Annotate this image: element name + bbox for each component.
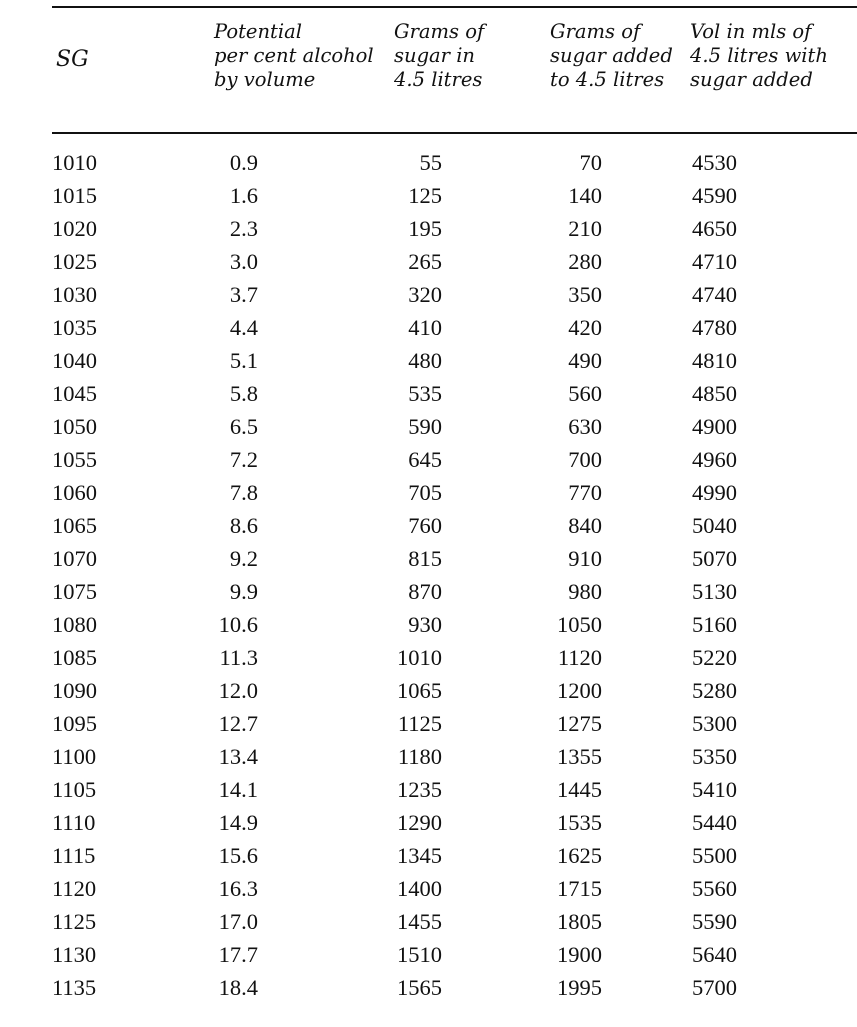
- cell-potential-abv: 14.9: [218, 810, 258, 835]
- cell-sg: 1055: [52, 447, 97, 472]
- cell-volume-with-sugar: 5350: [692, 744, 737, 769]
- cell-sg: 1135: [52, 975, 97, 1000]
- cell-volume-with-sugar: 5040: [692, 513, 737, 538]
- header-grams-sugar-added: Grams of sugar added to 4.5 litres: [550, 20, 673, 91]
- cell-grams-sugar-added: 1275: [557, 711, 602, 736]
- cell-sg: 1060: [52, 480, 97, 505]
- cell-grams-sugar-in: 815: [408, 546, 442, 571]
- cell-sg: 1040: [52, 348, 97, 373]
- cell-grams-sugar-added: 1200: [557, 678, 602, 703]
- cell-potential-abv: 18.4: [218, 975, 258, 1000]
- cell-sg: 1090: [52, 678, 97, 703]
- cell-volume-with-sugar: 4780: [692, 315, 737, 340]
- cell-grams-sugar-added: 280: [568, 249, 602, 274]
- cell-sg: 1130: [52, 942, 97, 967]
- table-row: [0, 245, 857, 278]
- cell-grams-sugar-added: 1050: [557, 612, 602, 637]
- table-row: [0, 971, 857, 1004]
- cell-potential-abv: 12.7: [218, 711, 258, 736]
- cell-grams-sugar-added: 1805: [557, 909, 602, 934]
- table-row: [0, 905, 857, 938]
- table-row: [0, 377, 857, 410]
- header-volume-with-sugar: Vol in mls of 4.5 litres with sugar added: [690, 20, 828, 91]
- cell-potential-abv: 11.3: [219, 645, 258, 670]
- cell-grams-sugar-in: 760: [408, 513, 442, 538]
- cell-grams-sugar-added: 210: [568, 216, 602, 241]
- table-row: [0, 311, 857, 344]
- cell-grams-sugar-in: 535: [408, 381, 442, 406]
- cell-volume-with-sugar: 5640: [692, 942, 737, 967]
- table-row: [0, 641, 857, 674]
- cell-sg: 1115: [52, 843, 96, 868]
- cell-sg: 1120: [52, 876, 97, 901]
- cell-potential-abv: 7.8: [229, 480, 258, 505]
- cell-sg: 1015: [52, 183, 97, 208]
- cell-potential-abv: 2.3: [229, 216, 258, 241]
- header-sg: SG: [56, 47, 89, 72]
- cell-potential-abv: 6.5: [229, 414, 258, 439]
- cell-potential-abv: 4.4: [229, 315, 258, 340]
- cell-potential-abv: 8.6: [229, 513, 258, 538]
- cell-volume-with-sugar: 4810: [692, 348, 737, 373]
- cell-volume-with-sugar: 5700: [692, 975, 737, 1000]
- top-rule: [52, 6, 857, 8]
- cell-potential-abv: 16.3: [218, 876, 258, 901]
- table-row: [0, 212, 857, 245]
- cell-grams-sugar-added: 910: [568, 546, 602, 571]
- cell-volume-with-sugar: 5440: [692, 810, 737, 835]
- cell-grams-sugar-in: 590: [408, 414, 442, 439]
- cell-volume-with-sugar: 4960: [692, 447, 737, 472]
- cell-grams-sugar-added: 1625: [557, 843, 602, 868]
- header-potential-abv: Potential per cent alcohol by volume: [214, 20, 374, 91]
- cell-potential-abv: 1.6: [229, 183, 258, 208]
- cell-sg: 1025: [52, 249, 97, 274]
- cell-grams-sugar-in: 1345: [397, 843, 442, 868]
- cell-potential-abv: 17.0: [218, 909, 258, 934]
- cell-potential-abv: 14.1: [218, 777, 258, 802]
- table-row: [0, 740, 857, 773]
- table-row: [0, 773, 857, 806]
- cell-sg: 1105: [52, 777, 97, 802]
- cell-sg: 1030: [52, 282, 97, 307]
- cell-grams-sugar-in: 705: [408, 480, 442, 505]
- cell-grams-sugar-in: 1180: [397, 744, 442, 769]
- cell-volume-with-sugar: 4850: [692, 381, 737, 406]
- cell-volume-with-sugar: 4740: [692, 282, 737, 307]
- cell-volume-with-sugar: 4530: [692, 150, 737, 175]
- cell-potential-abv: 17.7: [218, 942, 258, 967]
- table-row: [0, 707, 857, 740]
- cell-grams-sugar-in: 1065: [397, 678, 442, 703]
- cell-grams-sugar-added: 1120: [557, 645, 602, 670]
- table-row: [0, 443, 857, 476]
- cell-volume-with-sugar: 5070: [692, 546, 737, 571]
- cell-grams-sugar-added: 560: [568, 381, 602, 406]
- table-row: [0, 179, 857, 212]
- cell-grams-sugar-in: 1235: [397, 777, 442, 802]
- cell-volume-with-sugar: 5160: [692, 612, 737, 637]
- cell-sg: 1050: [52, 414, 97, 439]
- cell-grams-sugar-in: 1290: [397, 810, 442, 835]
- cell-sg: 1020: [52, 216, 97, 241]
- table-row: [0, 278, 857, 311]
- cell-grams-sugar-in: 55: [419, 150, 442, 175]
- cell-grams-sugar-added: 630: [568, 414, 602, 439]
- cell-grams-sugar-in: 320: [408, 282, 442, 307]
- cell-volume-with-sugar: 5300: [692, 711, 737, 736]
- table-row: [0, 806, 857, 839]
- cell-grams-sugar-in: 1510: [397, 942, 442, 967]
- cell-sg: 1080: [52, 612, 97, 637]
- cell-grams-sugar-added: 1445: [557, 777, 602, 802]
- cell-sg: 1065: [52, 513, 97, 538]
- cell-sg: 1100: [52, 744, 97, 769]
- table-row: [0, 410, 857, 443]
- cell-grams-sugar-added: 420: [568, 315, 602, 340]
- cell-grams-sugar-added: 700: [568, 447, 602, 472]
- table-row: [0, 872, 857, 905]
- cell-grams-sugar-in: 870: [408, 579, 442, 604]
- cell-sg: 1125: [52, 909, 97, 934]
- table-row: [0, 542, 857, 575]
- header-grams-sugar-in: Grams of sugar in 4.5 litres: [394, 20, 485, 91]
- cell-potential-abv: 10.6: [218, 612, 258, 637]
- cell-volume-with-sugar: 5220: [692, 645, 737, 670]
- cell-volume-with-sugar: 5500: [692, 843, 737, 868]
- cell-sg: 1035: [52, 315, 97, 340]
- cell-volume-with-sugar: 4900: [692, 414, 737, 439]
- table-row: [0, 146, 857, 179]
- cell-volume-with-sugar: 5410: [692, 777, 737, 802]
- cell-sg: 1095: [52, 711, 97, 736]
- cell-sg: 1010: [52, 150, 97, 175]
- cell-grams-sugar-in: 265: [408, 249, 442, 274]
- table-row: [0, 674, 857, 707]
- cell-potential-abv: 13.4: [218, 744, 258, 769]
- cell-grams-sugar-in: 645: [408, 447, 442, 472]
- cell-grams-sugar-added: 140: [568, 183, 602, 208]
- cell-potential-abv: 5.8: [229, 381, 258, 406]
- cell-grams-sugar-added: 1900: [557, 942, 602, 967]
- table-row: [0, 575, 857, 608]
- cell-grams-sugar-added: 1715: [557, 876, 602, 901]
- cell-potential-abv: 0.9: [229, 150, 258, 175]
- cell-grams-sugar-in: 195: [408, 216, 442, 241]
- cell-grams-sugar-in: 410: [408, 315, 442, 340]
- cell-volume-with-sugar: 4990: [692, 480, 737, 505]
- cell-potential-abv: 9.9: [229, 579, 258, 604]
- cell-sg: 1085: [52, 645, 97, 670]
- cell-potential-abv: 3.7: [229, 282, 258, 307]
- cell-grams-sugar-in: 1125: [397, 711, 442, 736]
- cell-volume-with-sugar: 4590: [692, 183, 737, 208]
- cell-grams-sugar-added: 1355: [557, 744, 602, 769]
- cell-potential-abv: 5.1: [229, 348, 258, 373]
- cell-volume-with-sugar: 5590: [692, 909, 737, 934]
- cell-grams-sugar-in: 1400: [397, 876, 442, 901]
- cell-grams-sugar-in: 930: [408, 612, 442, 637]
- header-rule: [52, 132, 857, 134]
- cell-grams-sugar-added: 70: [579, 150, 602, 175]
- cell-potential-abv: 12.0: [218, 678, 258, 703]
- cell-potential-abv: 15.6: [218, 843, 258, 868]
- cell-volume-with-sugar: 5560: [692, 876, 737, 901]
- cell-sg: 1075: [52, 579, 97, 604]
- cell-grams-sugar-added: 490: [568, 348, 602, 373]
- table-row: [0, 839, 857, 872]
- cell-potential-abv: 9.2: [229, 546, 258, 571]
- table-row: [0, 608, 857, 641]
- cell-sg: 1070: [52, 546, 97, 571]
- table-row: [0, 476, 857, 509]
- cell-volume-with-sugar: 5130: [692, 579, 737, 604]
- cell-grams-sugar-in: 1455: [397, 909, 442, 934]
- table-row: [0, 938, 857, 971]
- cell-grams-sugar-in: 1010: [397, 645, 442, 670]
- table-row: [0, 509, 857, 542]
- cell-grams-sugar-added: 980: [568, 579, 602, 604]
- cell-grams-sugar-in: 480: [408, 348, 442, 373]
- cell-grams-sugar-added: 350: [568, 282, 602, 307]
- cell-volume-with-sugar: 4710: [692, 249, 737, 274]
- cell-grams-sugar-in: 125: [408, 183, 442, 208]
- cell-sg: 1045: [52, 381, 97, 406]
- cell-grams-sugar-in: 1565: [397, 975, 442, 1000]
- cell-potential-abv: 7.2: [229, 447, 258, 472]
- cell-sg: 1110: [52, 810, 96, 835]
- cell-grams-sugar-added: 770: [568, 480, 602, 505]
- table-row: [0, 344, 857, 377]
- cell-grams-sugar-added: 840: [568, 513, 602, 538]
- table-body: [0, 146, 857, 1004]
- cell-volume-with-sugar: 4650: [692, 216, 737, 241]
- cell-grams-sugar-added: 1535: [557, 810, 602, 835]
- cell-grams-sugar-added: 1995: [557, 975, 602, 1000]
- cell-potential-abv: 3.0: [229, 249, 258, 274]
- cell-volume-with-sugar: 5280: [692, 678, 737, 703]
